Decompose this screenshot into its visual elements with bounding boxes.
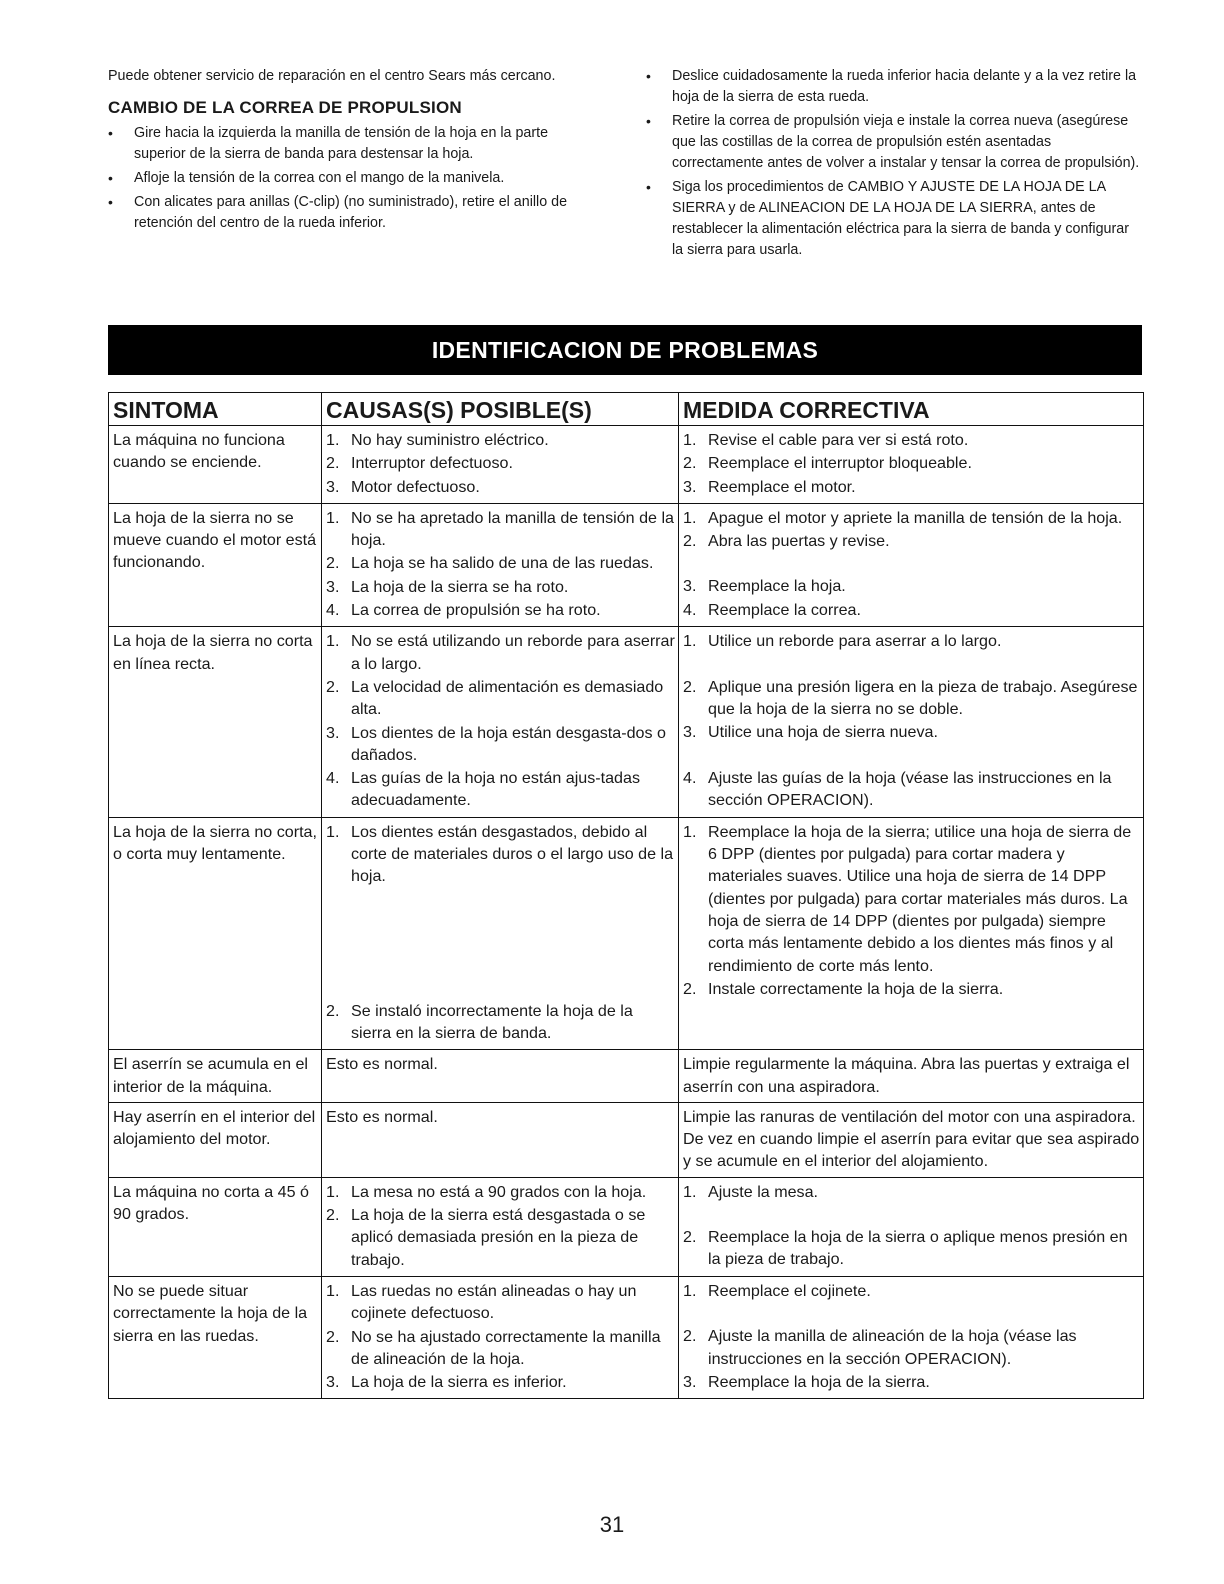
action-cell: Limpie regularmente la máquina. Abra las puertas y extraiga el aserrín con una aspiradora. bbox=[679, 1050, 1144, 1103]
left-bullet-list bbox=[108, 123, 588, 234]
table-row bbox=[109, 1177, 1144, 1276]
list-item: 1. Las ruedas no están alineadas o hay un cojinete defectuoso. bbox=[326, 1281, 637, 1323]
list-item: 1. Utilice un reborde para aserrar a lo largo. bbox=[683, 632, 1002, 651]
causes-cell bbox=[322, 817, 679, 1049]
list-item: 1. Reemplace la hoja de la sierra; utilice una hoja de sierra de 6 DPP (dientes por pulgada) para cortar madera y materiales suaves. Utilice una hoja de sierra de 14 DPP (dientes por pulgada) para cortar materiales más duros. La hoja de sierra de 14 DPP (dientes por pulgada) siempre corta más lentamente debido a los dientes más finos y al rendimiento de corte más lento. bbox=[683, 822, 1132, 975]
causes-cell: Esto es normal. bbox=[322, 1050, 679, 1103]
list-item: 2. Se instaló incorrectamente la hoja de la sierra en la sierra de banda. bbox=[326, 1001, 633, 1042]
list-item: • Afloje la tensión de la correa con el mango de la manivela. bbox=[108, 168, 588, 189]
header-action: MEDIDA CORRECTIVA bbox=[679, 393, 1144, 426]
intro-text: Puede obtener servicio de reparación en el centro Sears más cercano. bbox=[108, 68, 556, 84]
causes-cell bbox=[322, 627, 679, 817]
list-item: 3. Utilice una hoja de sierra nueva. bbox=[683, 723, 938, 742]
list-item: 3. La hoja de la sierra se ha roto. bbox=[326, 577, 569, 596]
list-item: 2. La velocidad de alimentación es demasiado alta. bbox=[326, 677, 664, 719]
symptom-cell: Hay aserrín en el interior del alojamiento del motor. bbox=[109, 1102, 322, 1177]
table-row bbox=[109, 1050, 1144, 1103]
list-item: • Siga los procedimientos de CAMBIO Y AJUSTE DE LA HOJA DE LA SIERRA y de ALINEACION DE LA HOJA DE LA SIERRA, antes de restablecer la alimentación eléctrica para la sierra de banda y configurar la sierra para usarla. bbox=[646, 177, 1144, 261]
section-banner: IDENTIFICACION DE PROBLEMAS bbox=[108, 325, 1142, 375]
right-bullet-list bbox=[646, 66, 1144, 261]
causes-cell bbox=[322, 1177, 679, 1276]
page-number: 31 bbox=[599, 1512, 625, 1537]
list-item: 3. Reemplace el motor. bbox=[683, 477, 856, 496]
list-item: 4. Ajuste las guías de la hoja (véase las instrucciones en la sección OPERACION). bbox=[683, 768, 1112, 809]
list-item: 1. Ajuste la mesa. bbox=[683, 1182, 819, 1201]
table-row bbox=[109, 817, 1144, 1049]
action-cell bbox=[679, 627, 1144, 817]
table-row bbox=[109, 1102, 1144, 1177]
symptom-cell: La hoja de la sierra no corta, o corta muy lentamente. bbox=[109, 817, 322, 1049]
table-row bbox=[109, 627, 1144, 817]
top-left-column bbox=[108, 66, 588, 237]
list-item: 4. La correa de propulsión se ha roto. bbox=[326, 601, 601, 620]
list-item: 2. La hoja de la sierra está desgastada o se aplicó demasiada presión en la pieza de trabajo. bbox=[326, 1206, 646, 1269]
list-item: 2. Instale correctamente la hoja de la sierra. bbox=[683, 979, 1004, 998]
list-item: 1. Reemplace el cojinete. bbox=[683, 1281, 871, 1300]
section-heading: CAMBIO DE LA CORREA DE PROPULSION bbox=[108, 98, 462, 117]
symptom-cell: La máquina no funciona cuando se enciende. bbox=[109, 426, 322, 504]
list-item: 1. No hay suministro eléctrico. bbox=[326, 431, 549, 449]
symptom-cell: La máquina no corta a 45 ó 90 grados. bbox=[109, 1177, 322, 1276]
top-section bbox=[108, 66, 1144, 296]
causes-cell bbox=[322, 426, 679, 504]
causes-cell bbox=[322, 1276, 679, 1398]
table-row bbox=[109, 503, 1144, 626]
list-item: • Gire hacia la izquierda la manilla de tensión de la hoja en la parte superior de la sierra de banda para destensar la hoja. bbox=[108, 123, 588, 165]
symptom-cell: El aserrín se acumula en el interior de la máquina. bbox=[109, 1050, 322, 1103]
list-item: 3. Motor defectuoso. bbox=[326, 477, 480, 496]
table-row bbox=[109, 426, 1144, 504]
list-item: 1. No se ha apretado la manilla de tensión de la hoja. bbox=[326, 508, 674, 550]
header-causes: CAUSAS(S) POSIBLE(S) bbox=[322, 393, 679, 426]
list-item: 1. Revise el cable para ver si está roto. bbox=[683, 431, 969, 449]
header-symptom: SINTOMA bbox=[109, 393, 322, 426]
causes-cell bbox=[322, 503, 679, 626]
list-item: 2. Reemplace el interruptor bloqueable. bbox=[683, 454, 972, 473]
symptom-cell: La hoja de la sierra no corta en línea recta. bbox=[109, 627, 322, 817]
list-item: 2. No se ha ajustado correctamente la manilla de alineación de la hoja. bbox=[326, 1327, 661, 1368]
causes-cell: Esto es normal. bbox=[322, 1102, 679, 1177]
list-item: • Con alicates para anillas (C-clip) (no suministrado), retire el anillo de retención del centro de la rueda inferior. bbox=[108, 192, 588, 234]
table-header-row bbox=[109, 393, 1144, 426]
list-item: 2. Ajuste la manilla de alineación de la hoja (véase las instrucciones en la sección OPERACION). bbox=[683, 1327, 1077, 1368]
top-right-column bbox=[646, 66, 1144, 264]
troubleshooting-table bbox=[108, 392, 1144, 1399]
symptom-cell: La hoja de la sierra no se mueve cuando el motor está funcionando. bbox=[109, 503, 322, 626]
list-item: 1. No se está utilizando un reborde para aserrar a lo largo. bbox=[326, 632, 675, 673]
list-item: • Retire la correa de propulsión vieja e instale la correa nueva (asegúrese que las costillas de la correa de propulsión estén asentadas correctamente antes de volver a instalar y tensar la correa de propulsión). bbox=[646, 111, 1144, 174]
list-item: 1. Los dientes están desgastados, debido al corte de materiales duros o el largo uso de la hoja. bbox=[326, 822, 674, 886]
list-item: 3. Los dientes de la hoja están desgasta-dos o dañados. bbox=[326, 723, 666, 764]
list-item: 4. Reemplace la correa. bbox=[683, 600, 861, 619]
list-item: 1. Apague el motor y apriete la manilla de tensión de la hoja. bbox=[683, 508, 1123, 527]
action-cell bbox=[679, 1276, 1144, 1398]
list-item: 2. Interruptor defectuoso. bbox=[326, 454, 513, 473]
action-cell bbox=[679, 426, 1144, 504]
list-item: 3. Reemplace la hoja. bbox=[683, 577, 846, 596]
symptom-cell: No se puede situar correctamente la hoja de la sierra en las ruedas. bbox=[109, 1276, 322, 1398]
list-item: 3. Reemplace la hoja de la sierra. bbox=[683, 1372, 930, 1391]
list-item: 2. Reemplace la hoja de la sierra o aplique menos presión en la pieza de trabajo. bbox=[683, 1228, 1128, 1269]
list-item: • Deslice cuidadosamente la rueda inferior hacia delante y a la vez retire la hoja de la sierra de esta rueda. bbox=[646, 66, 1144, 108]
list-item: 2. La hoja se ha salido de una de las ruedas. bbox=[326, 554, 654, 573]
action-cell bbox=[679, 1177, 1144, 1276]
list-item: 1. La mesa no está a 90 grados con la hoja. bbox=[326, 1182, 647, 1201]
list-item: 3. La hoja de la sierra es inferior. bbox=[326, 1373, 567, 1392]
table-row bbox=[109, 1276, 1144, 1398]
action-cell bbox=[679, 503, 1144, 626]
list-item: 4. Las guías de la hoja no están ajus-tadas adecuadamente. bbox=[326, 769, 640, 810]
list-item: 2. Abra las puertas y revise. bbox=[683, 532, 890, 551]
list-item: 2. Aplique una presión ligera en la pieza de trabajo. Asegúrese que la hoja de la sierra no se doble. bbox=[683, 677, 1138, 718]
action-cell: Limpie las ranuras de ventilación del motor con una aspiradora. De vez en cuando limpie el aserrín para evitar que sea aspirado y se acumule en el interior del alojamiento. bbox=[679, 1102, 1144, 1177]
action-cell bbox=[679, 817, 1144, 1049]
